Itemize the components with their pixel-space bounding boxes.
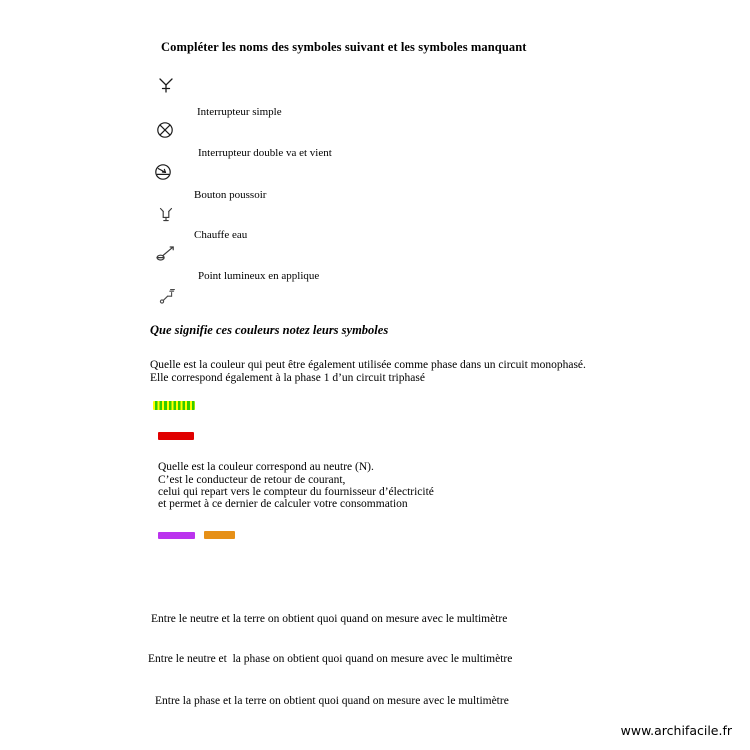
question-phase-terre: Entre la phase et la terre on obtient quoi quand on mesure avec le multimètre	[155, 695, 509, 707]
phase-question-line-2: Elle correspond également à la phase 1 d’un circuit triphasé	[150, 372, 425, 384]
crossed-circle-symbol	[150, 115, 180, 145]
page-title: Compléter les noms des symboles suivant et les symboles manquant	[161, 40, 527, 54]
two-way-switch-symbol	[151, 199, 181, 229]
simple-switch-symbol	[150, 238, 180, 268]
symbol-label-interrupteur-simple: Interrupteur simple	[197, 106, 282, 118]
symbol-label-chauffe-eau: Chauffe eau	[194, 229, 248, 241]
question-neutre-phase: Entre le neutre et la phase on obtient quoi quand on mesure avec le multimètre	[148, 653, 513, 665]
neutre-question-line-4: et permet à ce dernier de calculer votre consommation	[158, 498, 408, 510]
wall-light-symbol	[153, 281, 183, 311]
neutre-question-line-3: celui qui repart vers le compteur du fournisseur d’électricité	[158, 486, 434, 498]
neutre-question-line-2: C’est le conducteur de retour de courant,	[158, 474, 346, 486]
footer-watermark: www.archifacile.fr	[620, 723, 732, 738]
section-heading: Que signifie ces couleurs notez leurs symboles	[150, 323, 389, 337]
symbol-label-interrupteur-double: Interrupteur double va et vient	[198, 147, 332, 159]
symbol-label-point-lumineux: Point lumineux en applique	[198, 270, 320, 282]
question-neutre-terre: Entre le neutre et la terre on obtient quoi quand on mesure avec le multimètre	[151, 613, 508, 625]
swatch-green-yellow	[153, 401, 195, 410]
phase-question-line-1: Quelle est la couleur qui peut être également utilisée comme phase dans un circuit monophasé.	[150, 359, 586, 371]
circle-with-arrow-symbol	[148, 157, 178, 187]
symbol-label-bouton-poussoir: Bouton poussoir	[194, 189, 267, 201]
antenna-fork-symbol	[151, 69, 181, 99]
swatch-orange	[204, 531, 235, 539]
swatch-purple	[158, 532, 195, 539]
swatch-red	[158, 432, 194, 440]
neutre-question-line-1: Quelle est la couleur correspond au neutre (N).	[158, 461, 374, 473]
